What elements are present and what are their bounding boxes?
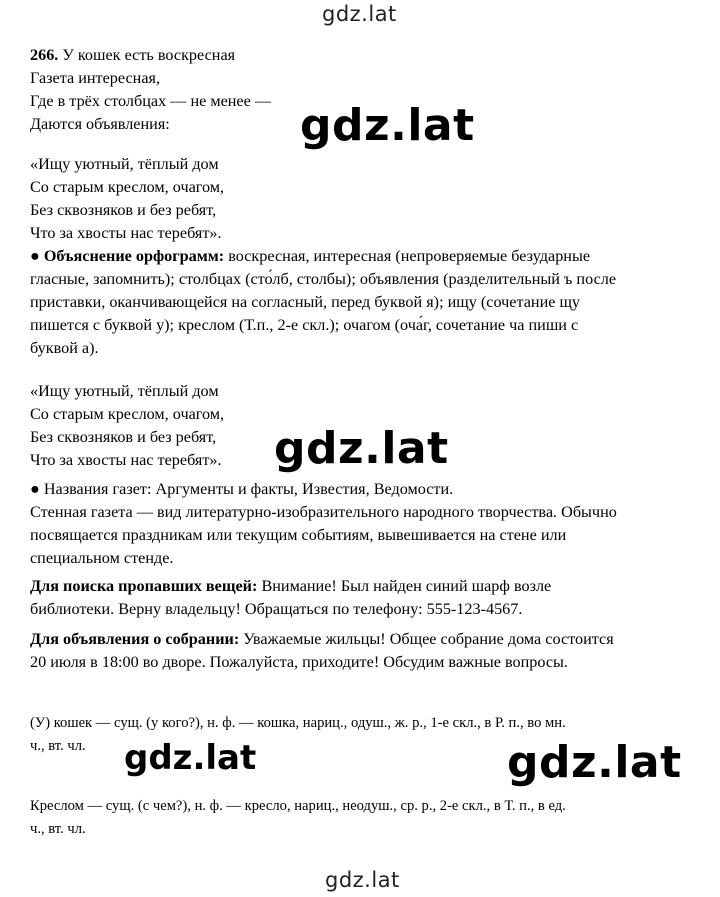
meeting-ad (30, 628, 690, 674)
explanation-line: приставки, оканчивающейся на согласный, перед буквой я); ищу (сочетание щу (30, 293, 581, 311)
analysis-line: ч., вт. чл. (30, 821, 86, 837)
poem-line: Что за хвосты нас теребят». (30, 451, 222, 469)
exercise-number: 266. (30, 46, 59, 64)
explanation-line: буквой а). (30, 339, 99, 357)
poem-line: Со старым креслом, очагом, (30, 178, 225, 196)
watermark-bottom: gdz.lat (325, 868, 400, 892)
word-analysis-kreslom (30, 795, 690, 841)
lost-text: Внимание! Был найден синий шарф возле (257, 577, 552, 595)
poem-line: Газета интересная, (30, 69, 161, 87)
poem-line: Без сквозняков и без ребят, (30, 428, 217, 446)
poem-line: «Ищу уютный, тёплый дом (30, 155, 219, 173)
analysis-line: Креслом — сущ. (с чем?), н. ф. — кресло, нариц., неодуш., ср. р., 2-е скл., в Т. п., в ед. (30, 798, 566, 814)
orthography-explanation (30, 245, 690, 360)
newspaper-line: специальном стенде. (30, 549, 174, 567)
word-analysis-koshek (30, 712, 690, 758)
watermark-1: gdz.lat (300, 100, 475, 151)
poem-second-stanza (30, 153, 690, 245)
meeting-label: Для объявления о собрании: (30, 630, 240, 648)
watermark-3: gdz.lat (124, 738, 257, 778)
poem-line: Что за хвосты нас теребят». (30, 224, 222, 242)
newspaper-line: ● Названия газет: Аргументы и факты, Известия, Ведомости. (30, 480, 454, 498)
explanation-label: ● Объяснение орфограмм: (30, 247, 225, 265)
newspaper-line: посвящается праздникам или текущим событиям, вывешивается на стене или (30, 526, 567, 544)
lost-label: Для поиска пропавших вещей: (30, 577, 258, 595)
poem-first-stanza (30, 44, 690, 136)
newspaper-line: Стенная газета — вид литературно-изобразительного народного творчества. Обычно (30, 503, 617, 521)
meeting-text: Уважаемые жильцы! Общее собрание дома состоится (239, 630, 614, 648)
analysis-line: ч., вт. чл. (30, 738, 86, 754)
analysis-line: (У) кошек — сущ. (у кого?), н. ф. — кошка, нариц., одуш., ж. р., 1-е скл., в Р. п., во мн. (30, 715, 566, 731)
watermark-2: gdz.lat (274, 423, 449, 474)
poem-line: «Ищу уютный, тёплый дом (30, 382, 219, 400)
poem-line: У кошек есть воскресная (62, 46, 236, 64)
lost-text: библиотеки. Верну владельцу! Обращаться по телефону: 555-123-4567. (30, 600, 523, 618)
explanation-line: пишется с буквой у); креслом (Т.п., 2-е скл.); очагом (оча́г, сочетание ча пиши с (30, 316, 579, 334)
watermark-4: gdz.lat (507, 737, 682, 788)
lost-items-ad (30, 575, 690, 621)
poem-repeated (30, 380, 690, 472)
watermark-top: gdz.lat (322, 2, 397, 26)
poem-line: Где в трёх столбцах — не менее — (30, 92, 272, 110)
poem-line: Даются объявления: (30, 115, 170, 133)
newspaper-names (30, 478, 690, 570)
explanation-line: гласные, запомнить); столбцах (сто́лб, столбы); объявления (разделительный ъ после (30, 270, 617, 288)
meeting-text: 20 июля в 18:00 во дворе. Пожалуйста, приходите! Обсудим важные вопросы. (30, 653, 568, 671)
poem-line: Без сквозняков и без ребят, (30, 201, 217, 219)
explanation-line: воскресная, интересная (непроверяемые безударные (228, 247, 591, 265)
poem-line: Со старым креслом, очагом, (30, 405, 225, 423)
